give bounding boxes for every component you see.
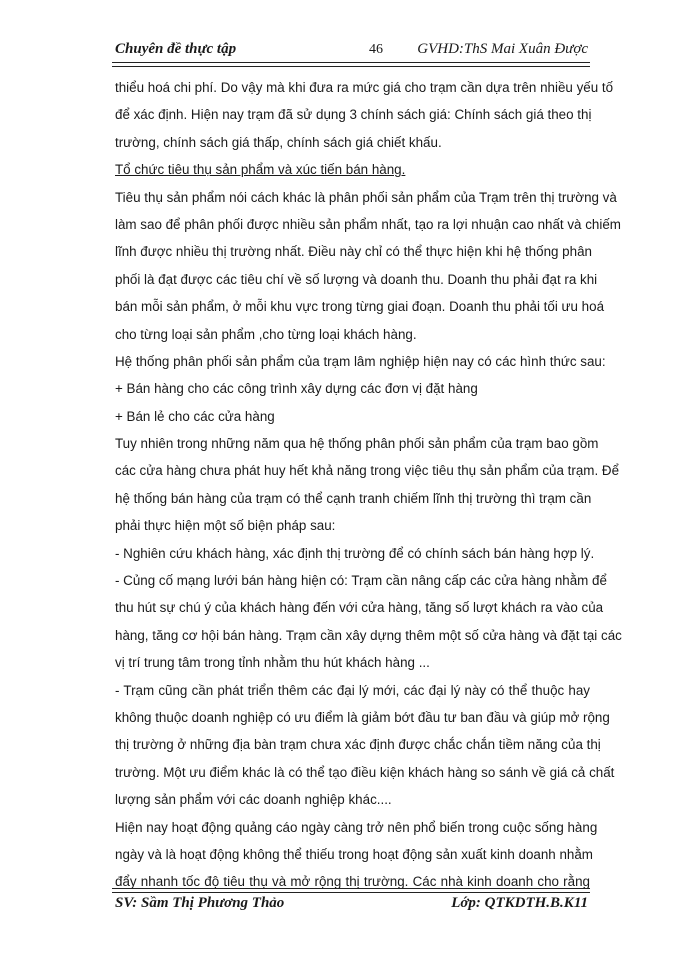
text-line: thị trường ở những địa bàn trạm chưa xác định được chắc chắn tiềm năng của thị bbox=[115, 737, 601, 753]
text-line: để xác định. Hiện nay trạm đã sử dụng 3 chính sách giá: Chính sách giá theo thị bbox=[115, 107, 592, 123]
text-line: cho từng loại sản phẩm ,cho từng loại khách hàng. bbox=[115, 326, 417, 342]
text-line: các cửa hàng chưa phát huy hết khả năng trong việc tiêu thụ sản phẩm của trạm. Để bbox=[115, 463, 620, 479]
text-line: Hệ thống phân phối sản phẩm của trạm lâm nghiệp hiện nay có các hình thức sau: bbox=[115, 353, 606, 369]
section-heading: Tổ chức tiêu thụ sản phẩm và xúc tiến bán hàng. bbox=[115, 162, 406, 178]
text-line: bán mỗi sản phẩm, ở mỗi khu vực trong từng giai đoạn. Doanh thu phải tối ưu hoá bbox=[115, 299, 605, 315]
header-rule bbox=[112, 62, 590, 67]
footer-class: Lớp: QTKDTH.B.K11 bbox=[451, 895, 588, 911]
page-footer bbox=[115, 895, 588, 917]
header-advisor: GVHD:ThS Mai Xuân Được bbox=[417, 41, 588, 57]
header-title: Chuyên đề thực tập bbox=[115, 41, 237, 57]
text-line: - Củng cố mạng lưới bán hàng hiện có: Trạm cần nâng cấp các cửa hàng nhằm để bbox=[115, 573, 607, 589]
text-line: - Trạm cũng cần phát triển thêm các đại lý mới, các đại lý này có thể thuộc hay bbox=[115, 682, 590, 698]
text-line: không thuộc doanh nghiệp có ưu điểm là giảm bớt đầu tư ban đầu và giúp mở rộng bbox=[115, 709, 610, 725]
page-number: 46 bbox=[369, 42, 383, 57]
text-line: lĩnh được nhiều thị trường nhất. Điều này chỉ có thể thực hiện khi hệ thống phân bbox=[115, 244, 592, 260]
text-line: phải thực hiện một số biện pháp sau: bbox=[115, 518, 336, 534]
text-line: đẩy nhanh tốc độ tiêu thụ và mở rộng thị trường. Các nhà kinh doanh cho rằng bbox=[115, 874, 590, 890]
text-line: Tiêu thụ sản phẩm nói cách khác là phân phối sản phẩm của Trạm trên thị trường và bbox=[115, 189, 617, 205]
text-line: + Bán hàng cho các công trình xây dựng các đơn vị đặt hàng bbox=[115, 381, 478, 397]
document-body bbox=[115, 74, 622, 896]
text-line: làm sao để phân phối được nhiều sản phẩm nhất, tạo ra lợi nhuận cao nhất và chiếm bbox=[115, 216, 621, 232]
footer-rule bbox=[112, 888, 590, 893]
text-line: ngày và là hoạt động không thể thiếu trong hoạt động sản xuất kinh doanh nhằm bbox=[115, 846, 593, 862]
text-line: Tuy nhiên trong những năm qua hệ thống phân phối sản phẩm của trạm bao gồm bbox=[115, 436, 599, 452]
text-line: hàng, tăng cơ hội bán hàng. Trạm cần xây dựng thêm một số cửa hàng và đặt tại các bbox=[115, 627, 622, 643]
text-line: phối là đạt được các tiêu chí về số lượng và doanh thu. Doanh thu phải đạt ra khi bbox=[115, 271, 598, 287]
footer-student: SV: Sầm Thị Phương Thảo bbox=[115, 895, 285, 911]
text-line: hệ thống bán hàng của trạm có thể cạnh tranh chiếm lĩnh thị trường thì trạm cần bbox=[115, 490, 592, 506]
text-line: trường, chính sách giá thấp, chính sách giá chiết khấu. bbox=[115, 134, 442, 150]
text-line: trường. Một ưu điểm khác là có thể tạo điều kiện khách hàng so sánh về giá cả chất bbox=[115, 764, 615, 780]
text-line: thu hút sự chú ý của khách hàng đến với cửa hàng, tăng số lượt khách ra vào của bbox=[115, 600, 604, 616]
text-line: vị trí trung tâm trong tỉnh nhằm thu hút khách hàng ... bbox=[115, 655, 430, 671]
text-line: - Nghiên cứu khách hàng, xác định thị trường để có chính sách bán hàng hợp lý. bbox=[115, 545, 595, 561]
text-line: Hiện nay hoạt động quảng cáo ngày càng trở nên phổ biến trong cuộc sống hàng bbox=[115, 819, 598, 835]
page-header bbox=[115, 38, 588, 60]
text-line: + Bán lẻ cho các cửa hàng bbox=[115, 408, 275, 424]
text-line: thiểu hoá chi phí. Do vậy mà khi đưa ra mức giá cho trạm cần dựa trên nhiều yếu tố bbox=[115, 80, 614, 95]
text-line: lượng sản phẩm với các doanh nghiệp khác.... bbox=[115, 792, 392, 808]
